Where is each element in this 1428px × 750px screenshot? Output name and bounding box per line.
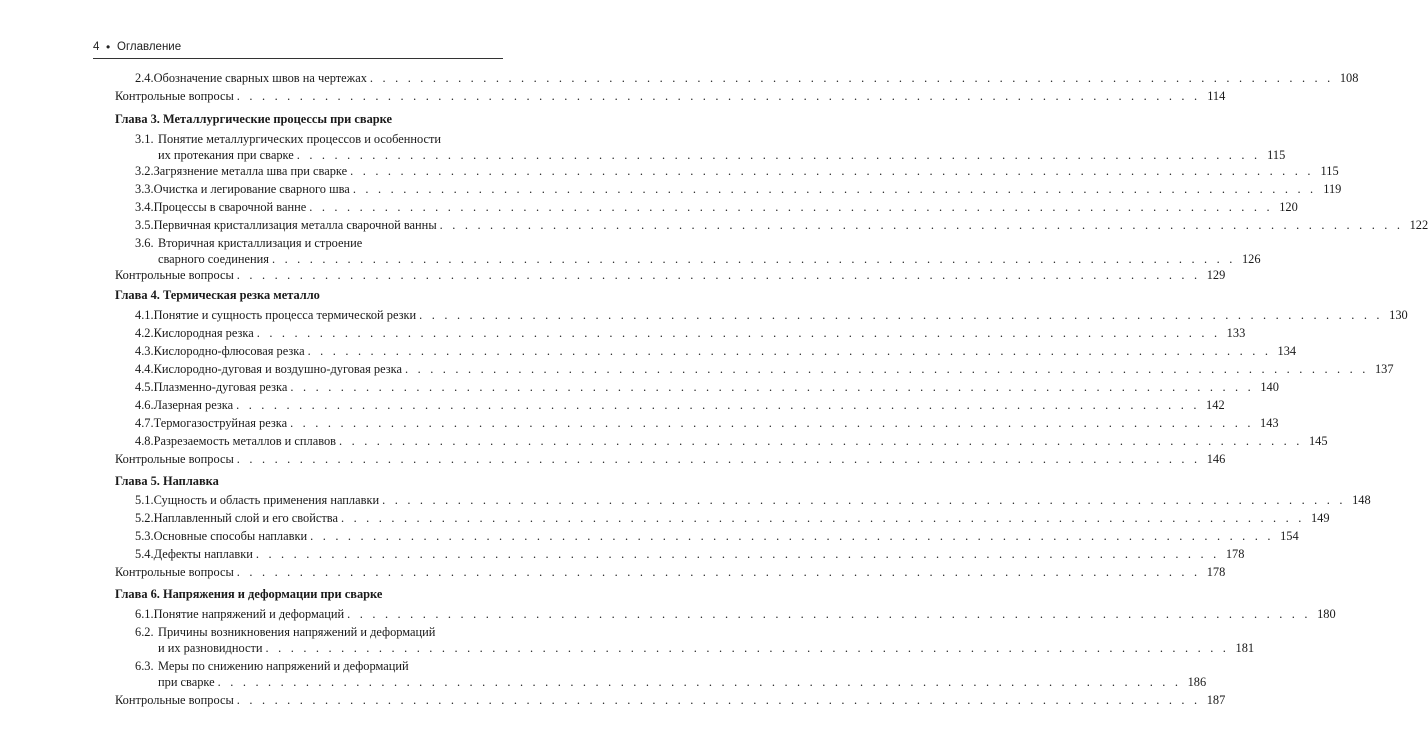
page-ref: 129: [1206, 268, 1226, 282]
dot-leader: . . . . . . . . . . . . . . . . . . . . . . . . . . . . . . . . . . . . . . . . . . . . . . . . . . . . . . . . . . . . . . . . . . . . . . . . . . . . .: [405, 362, 1369, 376]
dot-leader: . . . . . . . . . . . . . . . . . . . . . . . . . . . . . . . . . . . . . . . . . . . . . . . . . . . . . . . . . . . . . . . . . . . . . . . . . . . . .: [340, 511, 1305, 525]
toc-entry[interactable]: 6.1. Понятие напряжений и деформаций . . . . . . . . . . . . . . . . . . . . . . . . . . . . . . . . . . . . . . . . . . . . . . . . . . . . . . . . . . . . . . . . . . . . . . . . . . . . . 180: [135, 607, 1336, 621]
toc-entry[interactable]: 4.8. Разрезаемость металлов и сплавов . . . . . . . . . . . . . . . . . . . . . . . . . . . . . . . . . . . . . . . . . . . . . . . . . . . . . . . . . . . . . . . . . . . . . . . . . . . . . 145: [135, 434, 1328, 448]
toc-entry[interactable]: 5.4. Дефекты наплавки . . . . . . . . . . . . . . . . . . . . . . . . . . . . . . . . . . . . . . . . . . . . . . . . . . . . . . . . . . . . . . . . . . . . . . . . . . . . . 178: [135, 547, 1245, 561]
dot-leader: . . . . . . . . . . . . . . . . . . . . . . . . . . . . . . . . . . . . . . . . . . . . . . . . . . . . . . . . . . . . . . . . . . . . . . . . . . . . .: [290, 416, 1254, 430]
page-ref: 146: [1206, 452, 1226, 466]
toc-entry[interactable]: и их разновидности . . . . . . . . . . . . . . . . . . . . . . . . . . . . . . . . . . . . . . . . . . . . . . . . . . . . . . . . . . . . . . . . . . . . . . . . . . . . . 181: [158, 641, 1255, 655]
dot-leader: . . . . . . . . . . . . . . . . . . . . . . . . . . . . . . . . . . . . . . . . . . . . . . . . . . . . . . . . . . . . . . . . . . . . . . . . . . . . .: [217, 675, 1182, 689]
toc-entry[interactable]: 4.2. Кислородная резка . . . . . . . . . . . . . . . . . . . . . . . . . . . . . . . . . . . . . . . . . . . . . . . . . . . . . . . . . . . . . . . . . . . . . . . . . . . . . 133: [135, 326, 1246, 340]
dot-leader: . . . . . . . . . . . . . . . . . . . . . . . . . . . . . . . . . . . . . . . . . . . . . . . . . . . . . . . . . . . . . . . . . . . . . . . . . . . . .: [347, 607, 1311, 621]
page-ref: 142: [1206, 398, 1225, 412]
dot-leader: . . . . . . . . . . . . . . . . . . . . . . . . . . . . . . . . . . . . . . . . . . . . . . . . . . . . . . . . . . . . . . . . . . . . . . . . . . . . .: [309, 200, 1273, 214]
toc-entry-questions[interactable]: Контрольные вопросы . . . . . . . . . . . . . . . . . . . . . . . . . . . . . . . . . . . . . . . . . . . . . . . . . . . . . . . . . . . . . . . . . . . . . . . . . . . . . 187: [115, 693, 1226, 707]
dot-leader: . . . . . . . . . . . . . . . . . . . . . . . . . . . . . . . . . . . . . . . . . . . . . . . . . . . . . . . . . . . . . . . . . . . . . . . . . . . . .: [369, 71, 1334, 85]
dot-leader: . . . . . . . . . . . . . . . . . . . . . . . . . . . . . . . . . . . . . . . . . . . . . . . . . . . . . . . . . . . . . . . . . . . . . . . . . . . . .: [352, 182, 1317, 196]
chapter-4-heading[interactable]: Глава 4. Термическая резка металло: [115, 288, 320, 302]
toc-entry[interactable]: 3.3. Очистка и легирование сварного шва . . . . . . . . . . . . . . . . . . . . . . . . . . . . . . . . . . . . . . . . . . . . . . . . . . . . . . . . . . . . . . . . . . . . . . . . . . . . . 119: [135, 182, 1342, 196]
toc-entry[interactable]: 2.4. Обозначение сварных швов на чертежах . . . . . . . . . . . . . . . . . . . . . . . . . . . . . . . . . . . . . . . . . . . . . . . . . . . . . . . . . . . . . . . . . . . . . . . . . . . . . 108: [135, 71, 1359, 85]
toc-entry[interactable]: 4.1. Понятие и сущность процесса термической резки . . . . . . . . . . . . . . . . . . . . . . . . . . . . . . . . . . . . . . . . . . . . . . . . . . . . . . . . . . . . . . . . . . . . . . . . . . . . . 130: [135, 308, 1408, 322]
page-ref: 186: [1187, 675, 1207, 689]
dot-leader: . . . . . . . . . . . . . . . . . . . . . . . . . . . . . . . . . . . . . . . . . . . . . . . . . . . . . . . . . . . . . . . . . . . . . . . . . . . . .: [310, 529, 1274, 543]
dot-leader: . . . . . . . . . . . . . . . . . . . . . . . . . . . . . . . . . . . . . . . . . . . . . . . . . . . . . . . . . . . . . . . . . . . . . . . . . . . . .: [439, 218, 1404, 232]
page-ref: 181: [1235, 641, 1255, 655]
page-ref: 115: [1267, 148, 1286, 162]
toc-entry[interactable]: 3.4. Процессы в сварочной ванне . . . . . . . . . . . . . . . . . . . . . . . . . . . . . . . . . . . . . . . . . . . . . . . . . . . . . . . . . . . . . . . . . . . . . . . . . . . . . 120: [135, 200, 1298, 214]
page-ref: 108: [1339, 71, 1359, 85]
running-header: [93, 38, 503, 59]
page-ref: 178: [1206, 565, 1226, 579]
page-ref: 115: [1320, 164, 1339, 178]
dot-leader: . . . . . . . . . . . . . . . . . . . . . . . . . . . . . . . . . . . . . . . . . . . . . . . . . . . . . . . . . . . . . . . . . . . . . . . . . . . . .: [290, 380, 1254, 394]
dot-leader: . . . . . . . . . . . . . . . . . . . . . . . . . . . . . . . . . . . . . . . . . . . . . . . . . . . . . . . . . . . . . . . . . . . . . . . . . . . . .: [255, 547, 1220, 561]
toc-entry-line1[interactable]: 3.6. Вторичная кристаллизация и строение: [135, 236, 363, 250]
header-title: Оглавление: [117, 41, 182, 53]
page-ref: 143: [1260, 416, 1279, 430]
page-ref: 137: [1374, 362, 1394, 376]
dot-leader: . . . . . . . . . . . . . . . . . . . . . . . . . . . . . . . . . . . . . . . . . . . . . . . . . . . . . . . . . . . . . . . . . . . . . . . . . . . . .: [256, 326, 1221, 340]
header-page-number: 4: [93, 41, 100, 53]
toc-entry[interactable]: 4.6. Лазерная резка . . . . . . . . . . . . . . . . . . . . . . . . . . . . . . . . . . . . . . . . . . . . . . . . . . . . . . . . . . . . . . . . . . . . . . . . . . . . . 142: [135, 398, 1225, 412]
toc-entry-questions[interactable]: Контрольные вопросы . . . . . . . . . . . . . . . . . . . . . . . . . . . . . . . . . . . . . . . . . . . . . . . . . . . . . . . . . . . . . . . . . . . . . . . . . . . . . 129: [115, 268, 1226, 282]
header-separator: •: [106, 40, 111, 54]
page-ref: 140: [1260, 380, 1279, 394]
toc-entry-line1[interactable]: 3.1. Понятие металлургических процессов и особенности: [135, 132, 442, 146]
dot-leader: . . . . . . . . . . . . . . . . . . . . . . . . . . . . . . . . . . . . . . . . . . . . . . . . . . . . . . . . . . . . . . . . . . . . . . . . . . . . .: [236, 89, 1201, 103]
toc-entry[interactable]: 5.3. Основные способы наплавки . . . . . . . . . . . . . . . . . . . . . . . . . . . . . . . . . . . . . . . . . . . . . . . . . . . . . . . . . . . . . . . . . . . . . . . . . . . . . 154: [135, 529, 1299, 543]
page-ref: 114: [1207, 89, 1226, 103]
toc-entry[interactable]: 4.5. Плазменно-дуговая резка . . . . . . . . . . . . . . . . . . . . . . . . . . . . . . . . . . . . . . . . . . . . . . . . . . . . . . . . . . . . . . . . . . . . . . . . . . . . . 140: [135, 380, 1279, 394]
page-ref: 154: [1280, 529, 1299, 543]
page-ref: 187: [1206, 693, 1226, 707]
page-ref: 148: [1352, 493, 1371, 507]
page-ref: 149: [1310, 511, 1330, 525]
page-ref: 133: [1226, 326, 1246, 340]
dot-leader: . . . . . . . . . . . . . . . . . . . . . . . . . . . . . . . . . . . . . . . . . . . . . . . . . . . . . . . . . . . . . . . . . . . . . . . . . . . . .: [236, 398, 1200, 412]
dot-leader: . . . . . . . . . . . . . . . . . . . . . . . . . . . . . . . . . . . . . . . . . . . . . . . . . . . . . . . . . . . . . . . . . . . . . . . . . . . . .: [271, 252, 1236, 266]
chapter-6-heading[interactable]: Глава 6. Напряжения и деформации при сварке: [115, 587, 383, 601]
page-ref: 130: [1389, 308, 1408, 322]
toc-entry-questions[interactable]: Контрольные вопросы . . . . . . . . . . . . . . . . . . . . . . . . . . . . . . . . . . . . . . . . . . . . . . . . . . . . . . . . . . . . . . . . . . . . . . . . . . . . . 146: [115, 452, 1226, 466]
page-ref: 122: [1409, 218, 1428, 232]
dot-leader: . . . . . . . . . . . . . . . . . . . . . . . . . . . . . . . . . . . . . . . . . . . . . . . . . . . . . . . . . . . . . . . . . . . . . . . . . . . . .: [339, 434, 1303, 448]
dot-leader: . . . . . . . . . . . . . . . . . . . . . . . . . . . . . . . . . . . . . . . . . . . . . . . . . . . . . . . . . . . . . . . . . . . . . . . . . . . . .: [382, 493, 1346, 507]
toc-entry[interactable]: 3.2. Загрязнение металла шва при сварке . . . . . . . . . . . . . . . . . . . . . . . . . . . . . . . . . . . . . . . . . . . . . . . . . . . . . . . . . . . . . . . . . . . . . . . . . . . . . 115: [135, 164, 1339, 178]
page-ref: 180: [1317, 607, 1336, 621]
dot-leader: . . . . . . . . . . . . . . . . . . . . . . . . . . . . . . . . . . . . . . . . . . . . . . . . . . . . . . . . . . . . . . . . . . . . . . . . . . . . .: [265, 641, 1230, 655]
toc-entry[interactable]: 4.4. Кислородно-дуговая и воздушно-дуговая резка . . . . . . . . . . . . . . . . . . . . . . . . . . . . . . . . . . . . . . . . . . . . . . . . . . . . . . . . . . . . . . . . . . . . . . . . . . . . . 137: [135, 362, 1394, 376]
dot-leader: . . . . . . . . . . . . . . . . . . . . . . . . . . . . . . . . . . . . . . . . . . . . . . . . . . . . . . . . . . . . . . . . . . . . . . . . . . . . .: [350, 164, 1314, 178]
toc-entry[interactable]: 4.3. Кислородно-флюсовая резка . . . . . . . . . . . . . . . . . . . . . . . . . . . . . . . . . . . . . . . . . . . . . . . . . . . . . . . . . . . . . . . . . . . . . . . . . . . . . 134: [135, 344, 1297, 358]
chapter-5-heading[interactable]: Глава 5. Наплавка: [115, 474, 219, 488]
toc-entry[interactable]: сварного соединения . . . . . . . . . . . . . . . . . . . . . . . . . . . . . . . . . . . . . . . . . . . . . . . . . . . . . . . . . . . . . . . . . . . . . . . . . . . . . 126: [158, 252, 1261, 266]
toc-entry[interactable]: их протекания при сварке . . . . . . . . . . . . . . . . . . . . . . . . . . . . . . . . . . . . . . . . . . . . . . . . . . . . . . . . . . . . . . . . . . . . . . . . . . . . . 115: [158, 148, 1286, 162]
dot-leader: . . . . . . . . . . . . . . . . . . . . . . . . . . . . . . . . . . . . . . . . . . . . . . . . . . . . . . . . . . . . . . . . . . . . . . . . . . . . .: [307, 344, 1272, 358]
page-ref: 126: [1241, 252, 1261, 266]
dot-leader: . . . . . . . . . . . . . . . . . . . . . . . . . . . . . . . . . . . . . . . . . . . . . . . . . . . . . . . . . . . . . . . . . . . . . . . . . . . . .: [236, 268, 1201, 282]
page-ref: 178: [1225, 547, 1245, 561]
chapter-3-heading[interactable]: Глава 3. Металлургические процессы при сварке: [115, 112, 393, 126]
toc-entry[interactable]: 5.1. Сущность и область применения наплавки . . . . . . . . . . . . . . . . . . . . . . . . . . . . . . . . . . . . . . . . . . . . . . . . . . . . . . . . . . . . . . . . . . . . . . . . . . . . . 148: [135, 493, 1371, 507]
page-ref: 120: [1279, 200, 1298, 214]
toc-entry[interactable]: при сварке . . . . . . . . . . . . . . . . . . . . . . . . . . . . . . . . . . . . . . . . . . . . . . . . . . . . . . . . . . . . . . . . . . . . . . . . . . . . . 186: [158, 675, 1207, 689]
dot-leader: . . . . . . . . . . . . . . . . . . . . . . . . . . . . . . . . . . . . . . . . . . . . . . . . . . . . . . . . . . . . . . . . . . . . . . . . . . . . .: [296, 148, 1261, 162]
dot-leader: . . . . . . . . . . . . . . . . . . . . . . . . . . . . . . . . . . . . . . . . . . . . . . . . . . . . . . . . . . . . . . . . . . . . . . . . . . . . .: [236, 693, 1201, 707]
toc-entry[interactable]: 5.2. Наплавленный слой и его свойства . . . . . . . . . . . . . . . . . . . . . . . . . . . . . . . . . . . . . . . . . . . . . . . . . . . . . . . . . . . . . . . . . . . . . . . . . . . . . 149: [135, 511, 1330, 525]
toc-entry[interactable]: 4.7. Термогазоструйная резка . . . . . . . . . . . . . . . . . . . . . . . . . . . . . . . . . . . . . . . . . . . . . . . . . . . . . . . . . . . . . . . . . . . . . . . . . . . . . 143: [135, 416, 1279, 430]
toc-entry-line1[interactable]: 6.3. Меры по снижению напряжений и деформаций: [135, 659, 409, 673]
page-ref: 145: [1308, 434, 1328, 448]
page-ref: 134: [1277, 344, 1297, 358]
dot-leader: . . . . . . . . . . . . . . . . . . . . . . . . . . . . . . . . . . . . . . . . . . . . . . . . . . . . . . . . . . . . . . . . . . . . . . . . . . . . .: [419, 308, 1383, 322]
toc-entry-questions[interactable]: Контрольные вопросы . . . . . . . . . . . . . . . . . . . . . . . . . . . . . . . . . . . . . . . . . . . . . . . . . . . . . . . . . . . . . . . . . . . . . . . . . . . . . 178: [115, 565, 1226, 579]
page-ref: 119: [1323, 182, 1342, 196]
dot-leader: . . . . . . . . . . . . . . . . . . . . . . . . . . . . . . . . . . . . . . . . . . . . . . . . . . . . . . . . . . . . . . . . . . . . . . . . . . . . .: [236, 565, 1201, 579]
toc-entry-questions[interactable]: Контрольные вопросы . . . . . . . . . . . . . . . . . . . . . . . . . . . . . . . . . . . . . . . . . . . . . . . . . . . . . . . . . . . . . . . . . . . . . . . . . . . . . 114: [115, 89, 1226, 103]
dot-leader: . . . . . . . . . . . . . . . . . . . . . . . . . . . . . . . . . . . . . . . . . . . . . . . . . . . . . . . . . . . . . . . . . . . . . . . . . . . . .: [236, 452, 1201, 466]
toc-entry[interactable]: 3.5. Первичная кристаллизация металла сварочной ванны . . . . . . . . . . . . . . . . . . . . . . . . . . . . . . . . . . . . . . . . . . . . . . . . . . . . . . . . . . . . . . . . . . . . . . . . . . . . . 122: [135, 218, 1428, 232]
toc-entry-line1[interactable]: 6.2. Причины возникновения напряжений и деформаций: [135, 625, 436, 639]
